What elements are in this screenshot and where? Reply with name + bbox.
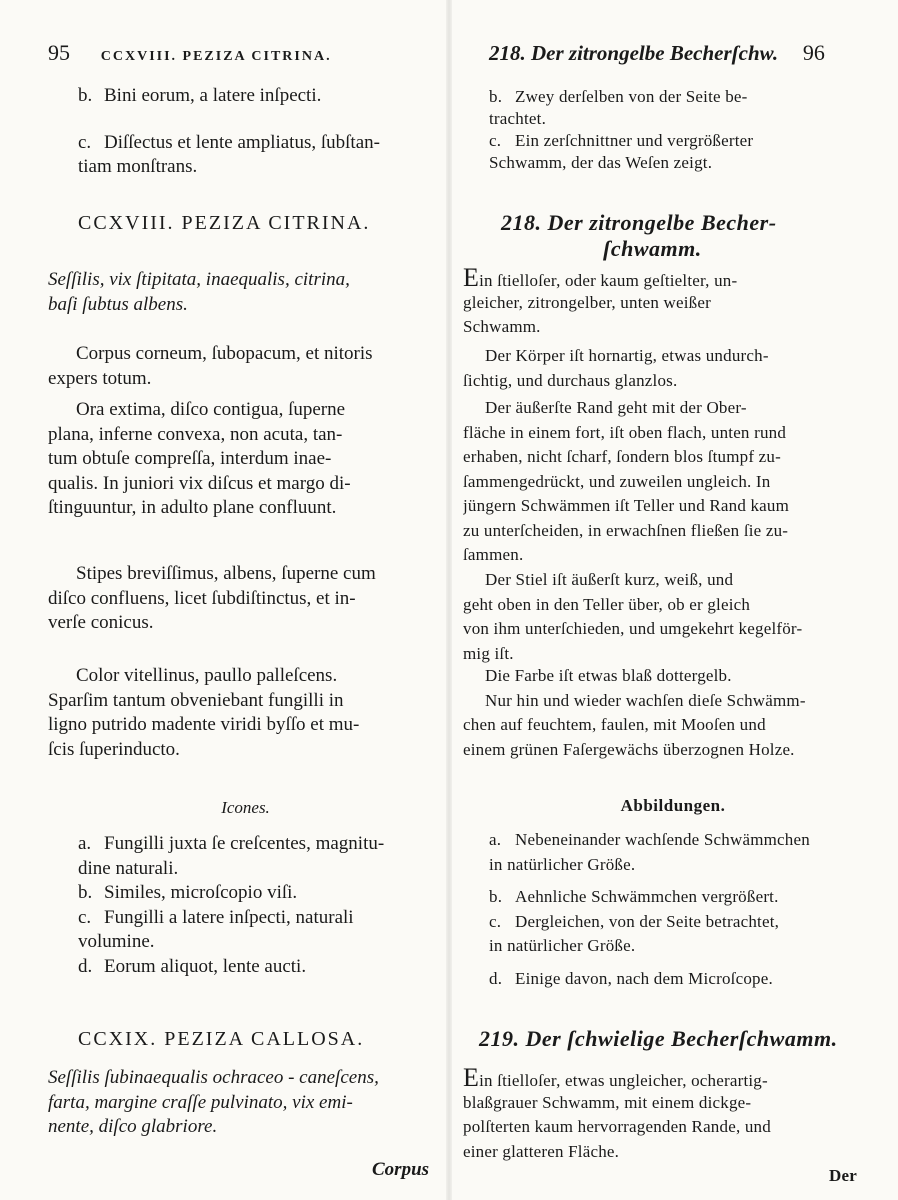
right-page-number: 96 [802,40,825,65]
right-top-items [489,86,889,174]
left-page-header [48,40,332,66]
diagnosis-218: Seſſilis, vix ſtipitata, inaequalis, citrina, baſi ſubtus albens. [48,269,350,315]
left-page-number: 95 [48,40,70,65]
section-heading-218-de: 218. Der zitrongelbe Becher- ſchwamm. [501,210,777,261]
list-item: c. Ein zerſchnittner und vergrößerter Schwamm, der das Weſen zeigt. [489,131,754,172]
list-item: d. Einige davon, nach dem Microſcope. [489,968,773,988]
left-catchword: Corpus [372,1159,430,1180]
corpus-paragraph: Corpus corneum, ſubopacum, et nitoris expers totum. [48,343,373,389]
list-item: a. Nebeneinander wachſende Schwämmchen in natürlicher Größe. [489,830,810,874]
section-heading-219: CCXIX. PEZIZA CALLOSA. [78,1028,365,1050]
farbe-paragraph: Die Farbe iſt etwas blaß dottergelb. Nur hin und wieder wachſen dieſe Schwämm- chen auf feuchtem, faulen, mit Mooſen und einem grünen Faſergewächs überzognen Holze. [463,666,806,759]
list-item: b. Bini eorum, a latere inſpecti. [78,85,322,106]
diagnosis-218-de: Ein ſtielloſer, oder kaum geſtielter, un- gleicher, zitrongelber, unten weißer Schwamm. [463,266,738,336]
list-item: c. Diſſectus et lente ampliatus, ſubſtan- tiam monſtrans. [78,131,380,177]
abbildungen-list [489,828,889,991]
icones-list [78,832,448,979]
koerper-paragraph: Der Körper iſt hornartig, etwas undurch- ſichtig, und durchaus glanzlos. [463,346,769,390]
list-item: c. Dergleichen, von der Seite betrachtet, in natürlicher Größe. [489,911,780,955]
list-item: b. Aehnliche Schwämmchen vergrößert. [489,887,779,906]
right-page-header [489,40,825,66]
diagnosis-219-de: Ein ſtielloſer, etwas ungleicher, ocherartig- blaßgrauer Schwamm, mit einem dickge- polſterten kaum hervorragenden Rande, und einer glatteren Fläche. [463,1066,771,1161]
color-paragraph: Color vitellinus, paullo palleſcens. Sparſim tantum obveniebant fungilli in ligno putrido madente viridi byſſo et mu- ſcis ſuperinducto. [48,665,360,760]
right-page [449,0,898,1200]
section-heading-218: CCXVIII. PEZIZA CITRINA. [78,212,371,234]
right-catchword: Der [829,1166,857,1185]
diagnosis-219: Seſſilis ſubinaequalis ochraceo - caneſcens, farta, margine craſſe pulvinato, vix emi- nente, diſco glabriore. [48,1067,379,1137]
list-item: a. Fungilli juxta ſe creſcentes, magnitu- dine naturali. [78,833,385,879]
stipes-paragraph: Stipes breviſſimus, albens, ſuperne cum diſco confluens, licet ſubdiſtinctus, et in- verſe conicus. [48,563,376,633]
list-item: c. Fungilli a latere inſpecti, naturali volumine. [78,906,354,952]
icones-title: Icones. [221,798,270,817]
stiel-paragraph: Der Stiel iſt äußerſt kurz, weiß, und geht oben in den Teller über, ob er gleich von ihm unterſchieden, und umgekehrt kegelför- mig iſt. [463,570,803,663]
list-item: d. Eorum aliquot, lente aucti. [78,955,307,977]
ora-paragraph: Ora extima, diſco contigua, ſuperne plana, inferne convexa, non acuta, tan- tum obtuſe compreſſa, interdum inae- qualis. In juniori vix diſcus et margo di- ſtinguuntur, in adulto plane confluunt. [48,399,351,518]
list-item: b. Zwey derſelben von der Seite be- trachtet. [489,87,748,128]
section-heading-219-de: 219. Der ſchwielige Becherſchwamm. [479,1026,838,1051]
list-item: b. Similes, microſcopio viſi. [78,882,298,903]
right-running-title: 218. Der zitrongelbe Becherſchw. [489,41,779,65]
left-top-items [78,84,448,180]
left-running-title: CCXVIII. PEZIZA CITRINA. [100,49,332,64]
rand-paragraph: Der äußerſte Rand geht mit der Ober- fläche in einem fort, iſt oben flach, unten rund erhaben, nicht ſcharf, ſondern blos ſtumpf zu- ſammengedrückt, und zuweilen ungleich. In jüngern Schwämmen iſt Teller und Rand kaum zu unterſcheiden, in erwachſnen fließen ſie zu- ſammen. [463,398,790,564]
abbildungen-title: Abbildungen. [620,796,726,815]
